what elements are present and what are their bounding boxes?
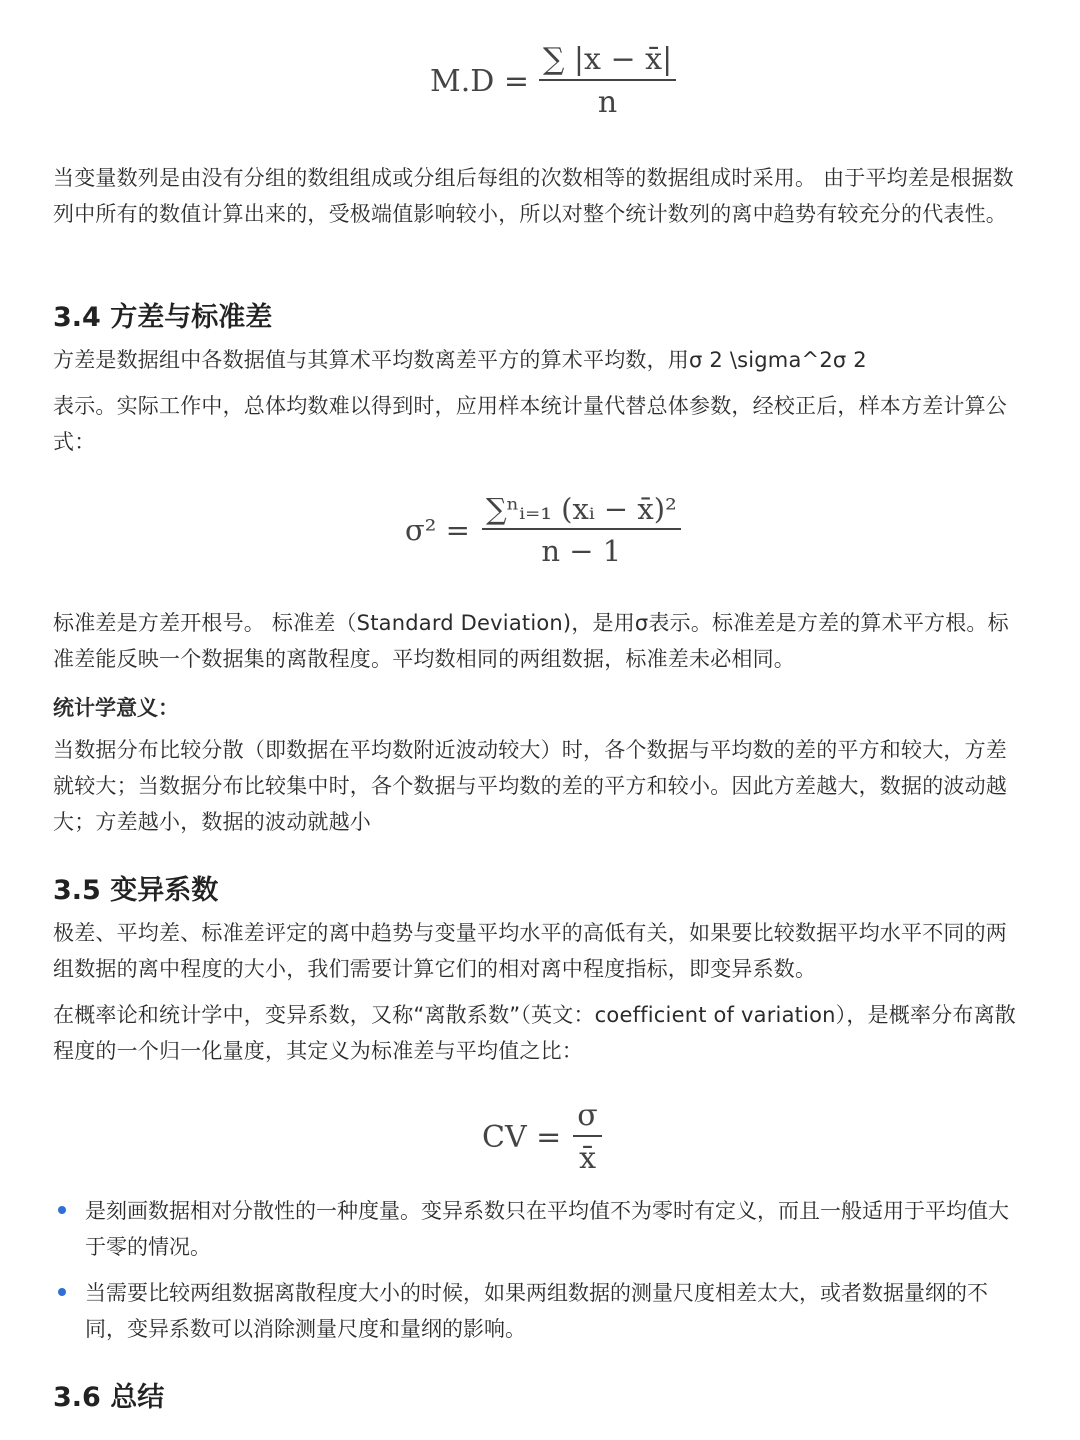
bullet-dot	[58, 1206, 66, 1214]
md-formula-fraction	[539, 42, 676, 120]
md-paragraph: 当变量数列是由没有分组的数组组成或分组后每组的次数相等的数据组成时采用。 由于平均差是根据数列中所有的数值计算出来的，受极端值影响较小，所以对整个统计数列的离中趋势有较充分的代表性。	[53, 166, 1014, 226]
section-3-5-heading: 3.5 变异系数	[53, 875, 219, 906]
variance-formula-denominator: n − 1	[541, 534, 622, 568]
md-formula-numerator: ∑ |x − x̄|	[542, 42, 673, 77]
cv-formula	[482, 1098, 602, 1176]
cv-formula-fraction	[573, 1098, 601, 1176]
section-3-4-heading: 3.4 方差与标准差	[53, 302, 273, 333]
section-3-4-para3: 标准差是方差开根号。 标准差（Standard Deviation)，是用σ表示。标准差是方差的算术平方根。标准差能反映一个数据集的离散程度。平均数相同的两组数据，标准差未必相同。	[53, 611, 1009, 671]
list-item	[53, 1193, 1028, 1265]
section-3-5-para1: 极差、平均差、标准差评定的离中趋势与变量平均水平的高低有关，如果要比较数据平均水平不同的两组数据的离中程度的大小，我们需要计算它们的相对离中程度指标，即变异系数。	[53, 921, 1007, 981]
cv-formula-numerator: σ	[577, 1098, 598, 1133]
section-3-5-para2: 在概率论和统计学中，变异系数，又称“离散系数”（英文：coefficient of variation），是概率分布离散程度的一个归一化量度，其定义为标准差与平均值之比：	[53, 1003, 1016, 1063]
cv-formula-lhs: CV =	[482, 1119, 562, 1155]
section-3-4-para2: 表示。实际工作中，总体均数难以得到时，应用样本统计量代替总体参数，经校正后，样本方差计算公式：	[53, 394, 1007, 454]
md-formula	[430, 42, 676, 120]
list-item-text: 当需要比较两组数据离散程度大小的时候，如果两组数据的测量尺度相差太大，或者数据量纲的不同，变异系数可以消除测量尺度和量纲的影响。	[85, 1281, 988, 1341]
cv-formula-denominator: x̄	[579, 1141, 596, 1176]
statistical-meaning-label: 统计学意义：	[53, 696, 179, 720]
bullet-dot	[58, 1288, 66, 1296]
list-item-text: 是刻画数据相对分散性的一种度量。变异系数只在平均值不为零时有定义，而且一般适用于平均值大于零的情况。	[85, 1199, 1009, 1259]
md-formula-lhs: M.D =	[430, 63, 529, 99]
variance-formula-lhs: σ² =	[405, 513, 470, 547]
variance-formula-numerator: ∑ⁿᵢ₌₁ (xᵢ − x̄)²	[485, 492, 677, 526]
section-3-4-para4: 当数据分布比较分散（即数据在平均数附近波动较大）时，各个数据与平均数的差的平方和较大，方差就较大；当数据分布比较集中时，各个数据与平均数的差的平方和较小。因此方差越大，数据的波动越大；方差越小，数据的波动就越小	[53, 738, 1007, 834]
md-formula-denominator: n	[597, 85, 618, 120]
section-3-4-para1: 方差是数据组中各数据值与其算术平均数离差平方的算术平均数，用σ 2 \sigma^2σ 2	[53, 348, 867, 372]
section-3-6-heading: 3.6 总结	[53, 1382, 165, 1413]
variance-formula-fraction	[482, 492, 681, 568]
variance-formula	[405, 492, 681, 568]
list-item	[53, 1275, 1028, 1347]
